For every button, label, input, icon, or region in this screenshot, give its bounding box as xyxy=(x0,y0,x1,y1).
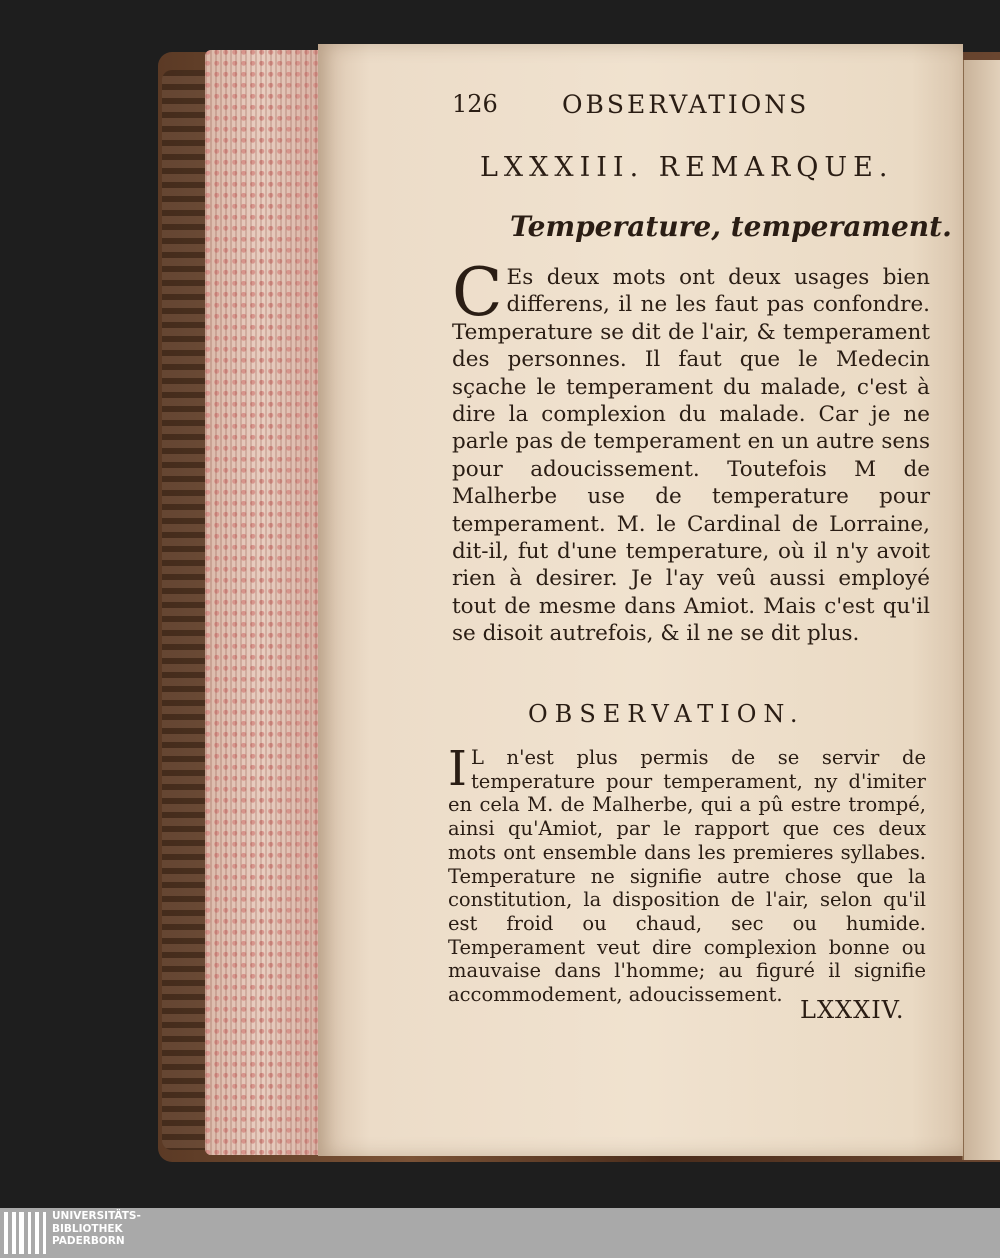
logo-line: BIBLIOTHEK xyxy=(52,1222,123,1235)
facing-page-edge xyxy=(962,60,1000,1160)
drop-cap: C xyxy=(452,254,503,331)
remark-heading: LXXXIII. REMARQUE. xyxy=(480,152,894,183)
observation-heading: OBSERVATION. xyxy=(528,700,805,728)
running-head xyxy=(452,86,844,130)
library-logo-text xyxy=(52,1210,141,1248)
page-fore-edge xyxy=(205,50,330,1155)
remark-text: Es deux mots ont deux usages bien differens, il ne les faut pas confondre. Temperature se dit de l'air, & temperament des personnes. Il faut que le Medecin sçache le temperament du malade, c'est à dire la complexion du malade. Car je ne parle pas de temperament en un autre sens pour adoucissement. Toutefois M de Malherbe use de temperature pour temperament. M. le Cardinal de Lorraine, dit-il, fut d'une temperature, où il n'y avoit rien à desirer. Je l'ay veû aussi employé tout de mesme dans Amiot. Mais c'est qu'il se disoit autrefois, & il ne se dit plus. xyxy=(452,265,930,647)
observation-text: L n'est plus permis de se servir de temperature pour temperament, ny d'imiter en cela M. de Malherbe, qui a pû estre trompé, ainsi qu'Amiot, par le rapport que ces deux mots ont ensemble dans les premieres syllabes. Temperature ne signifie autre chose que la constitution, la disposition de l'air, selon qu'il est froid ou chaud, sec ou humide. Temperament veut dire complexion bonne ou mauvaise dans l'homme; au figuré il signifie accommodement, adoucissement. xyxy=(448,746,926,1007)
remark-paragraph xyxy=(452,254,930,648)
running-title: OBSERVATIONS xyxy=(562,90,810,119)
logo-line: UNIVERSITÄTS- xyxy=(52,1210,141,1222)
library-footer xyxy=(0,1208,1000,1258)
observation-paragraph xyxy=(448,741,926,1007)
logo-line: PADERBORN xyxy=(52,1235,125,1247)
drop-cap: I xyxy=(448,741,467,797)
barcode-stripes-logo-icon xyxy=(4,1212,48,1254)
entry-title: Temperature, temperament. xyxy=(510,210,952,243)
page-number: 126 xyxy=(452,90,498,118)
catchword: LXXXIV. xyxy=(800,996,905,1024)
